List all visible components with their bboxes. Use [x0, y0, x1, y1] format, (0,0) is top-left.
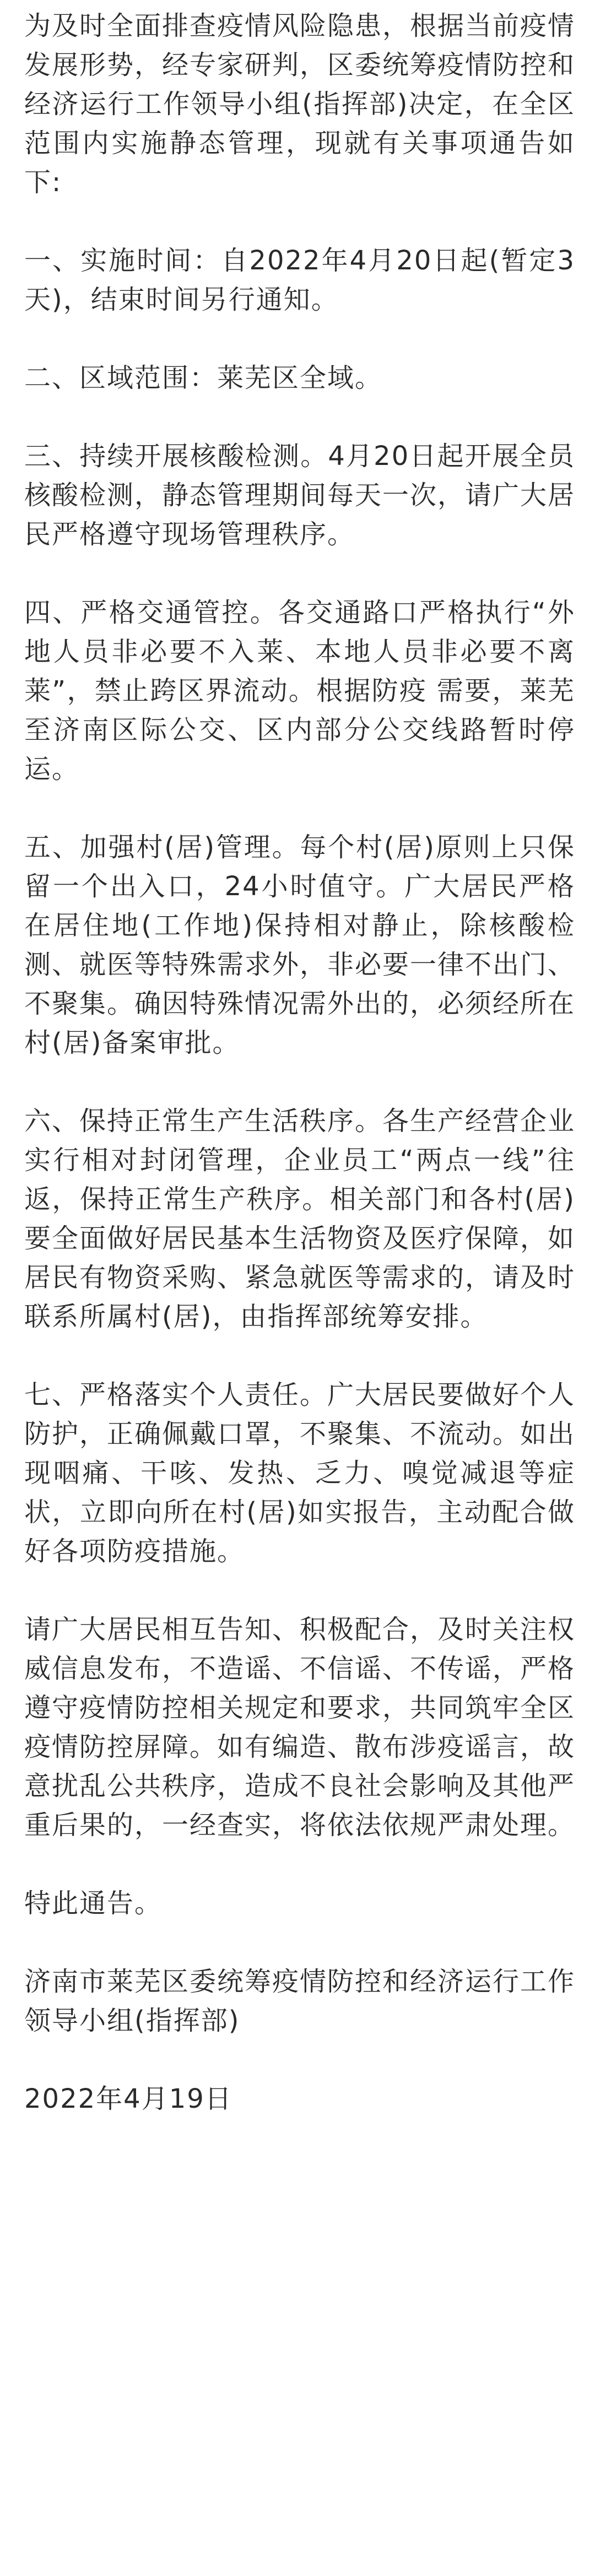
notice-item-6: 六、保持正常生产生活秩序。各生产经营企业实行相对封闭管理，企业员工“两点一线”往返，保持正常生产秩序。相关部门和各村(居)要全面做好居民基本生活物资及医疗保障，如居民有物资采购、紧急就医等需求的，请及时联系所属村(居)，由指挥部统筹安排。	[24, 1106, 576, 1332]
notice-date: 2022年4月19日	[24, 2083, 232, 2114]
notice-closing: 特此通告。	[24, 1888, 163, 1919]
notice-item-7: 七、严格落实个人责任。广大居民要做好个人防护，正确佩戴口罩，不聚集、不流动。如出现咽痛、干咳、发热、乏力、嗅觉减退等症状，立即向所在村(居)如实报告，主动配合做好各项防疫措施。	[24, 1379, 576, 1567]
notice-appeal: 请广大居民相互告知、积极配合，及时关注权威信息发布，不造谣、不信谣、不传谣，严格遵守疫情防控相关规定和要求，共同筑牢全区疫情防控屏障。如有编造、散布涉疫谣言，故意扰乱公共秩序，造成不良社会影响及其他严重后果的，一经查实，将依法依规严肃处理。	[24, 1614, 576, 1841]
notice-item-3: 三、持续开展核酸检测。4月20日起开展全员核酸检测，静态管理期间每天一次，请广大居民严格遵守现场管理秩序。	[24, 441, 576, 550]
notice-item-1: 一、实施时间：自2022年4月20日起(暂定3天)，结束时间另行通知。	[24, 245, 575, 315]
notice-item-4: 四、严格交通管控。各交通路口严格执行“外地人员非必要不入莱、本地人员非必要不离莱”，禁止跨区界流动。根据防疫 需要，莱芜至济南区际公交、区内部分公交线路暂时停运。	[24, 597, 575, 784]
notice-item-2: 二、区域范围：莱芜区全域。	[24, 362, 383, 393]
notice-issuer: 济南市莱芜区委统筹疫情防控和经济运行工作领导小组(指挥部)	[24, 1966, 576, 2036]
notice-intro: 为及时全面排查疫情风险隐患，根据当前疫情发展形势，经专家研判，区委统筹疫情防控和经济运行工作领导小组(指挥部)决定，在全区范围内实施静态管理，现就有关事项通告如下:	[24, 10, 576, 198]
notice-document	[24, 7, 575, 2119]
notice-item-5: 五、加强村(居)管理。每个村(居)原则上只保留一个出入口，24小时值守。广大居民严格在居住地(工作地)保持相对静止，除核酸检测、就医等特殊需求外，非必要一律不出门、不聚集。确因特殊情况需外出的，必须经所在村(居)备案审批。	[24, 832, 576, 1058]
